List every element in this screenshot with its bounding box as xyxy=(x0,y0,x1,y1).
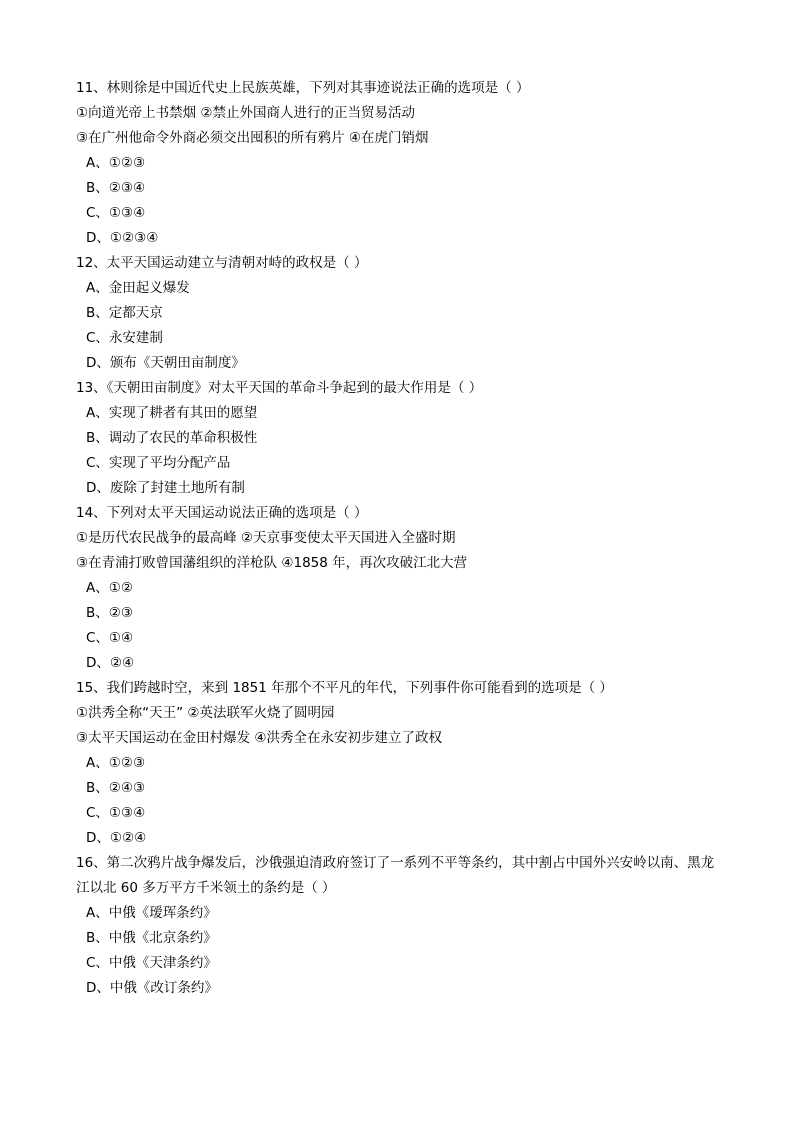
option-a: A、中俄《瑷珲条约》 xyxy=(86,905,217,921)
question-12 xyxy=(76,251,724,376)
option-d: D、①②③④ xyxy=(86,230,159,246)
question-14 xyxy=(76,501,724,676)
option-d: D、①②④ xyxy=(86,830,147,846)
question-stem: 12、太平天国运动建立与清朝对峙的政权是（ ） xyxy=(76,255,368,271)
option-d: D、中俄《改订条约》 xyxy=(86,980,218,996)
option-b: B、②③ xyxy=(86,605,133,621)
question-statement: ①洪秀全称“天王” ②英法联军火烧了圆明园 xyxy=(76,705,335,721)
question-stem: 14、下列对太平天国运动说法正确的选项是（ ） xyxy=(76,505,368,521)
question-statement: ③在广州他命令外商必须交出囤积的所有鸦片 ④在虎门销烟 xyxy=(76,130,429,146)
question-15 xyxy=(76,676,724,851)
option-c: C、永安建制 xyxy=(86,330,163,346)
option-c: C、实现了平均分配产品 xyxy=(86,455,231,471)
question-statement: ①是历代农民战争的最高峰 ②天京事变使太平天国进入全盛时期 xyxy=(76,530,456,546)
option-b: B、②③④ xyxy=(86,180,146,196)
option-d: D、废除了封建土地所有制 xyxy=(86,480,245,496)
option-c: C、①③④ xyxy=(86,805,146,821)
question-statement: ③在青浦打败曾国藩组织的洋枪队 ④1858 年，再次攻破江北大营 xyxy=(76,555,468,571)
option-b: B、中俄《北京条约》 xyxy=(86,930,217,946)
option-d: D、②④ xyxy=(86,655,135,671)
option-b: B、定都天京 xyxy=(86,305,163,321)
option-d: D、颁布《天朝田亩制度》 xyxy=(86,355,245,371)
option-c: C、①③④ xyxy=(86,205,146,221)
question-16 xyxy=(76,851,724,1001)
question-statement: ③太平天国运动在金田村爆发 ④洪秀全在永安初步建立了政权 xyxy=(76,730,442,746)
option-a: A、金田起义爆发 xyxy=(86,280,190,296)
option-c: C、中俄《天津条约》 xyxy=(86,955,217,971)
option-a: A、①②③ xyxy=(86,755,146,771)
question-statement: ①向道光帝上书禁烟 ②禁止外国商人进行的正当贸易活动 xyxy=(76,105,415,121)
question-stem: 16、第二次鸦片战争爆发后，沙俄强迫清政府签订了一系列不平等条约，其中割占中国外兴安岭以南、黑龙江以北 60 多万平方千米领土的条约是（ ） xyxy=(76,855,715,896)
question-stem: 11、林则徐是中国近代史上民族英雄，下列对其事迹说法正确的选项是（ ） xyxy=(76,80,530,96)
option-a: A、①② xyxy=(86,580,133,596)
option-a: A、①②③ xyxy=(86,155,146,171)
question-11 xyxy=(76,76,724,251)
question-stem: 13、《天朝田亩制度》对太平天国的革命斗争起到的最大作用是（ ） xyxy=(76,380,483,396)
option-b: B、调动了农民的革命积极性 xyxy=(86,430,258,446)
question-13 xyxy=(76,376,724,501)
option-c: C、①④ xyxy=(86,630,134,646)
option-a: A、实现了耕者有其田的愿望 xyxy=(86,405,258,421)
option-b: B、②④③ xyxy=(86,780,146,796)
question-stem: 15、我们跨越时空，来到 1851 年那个不平凡的年代，下列事件你可能看到的选项是（ ） xyxy=(76,680,613,696)
